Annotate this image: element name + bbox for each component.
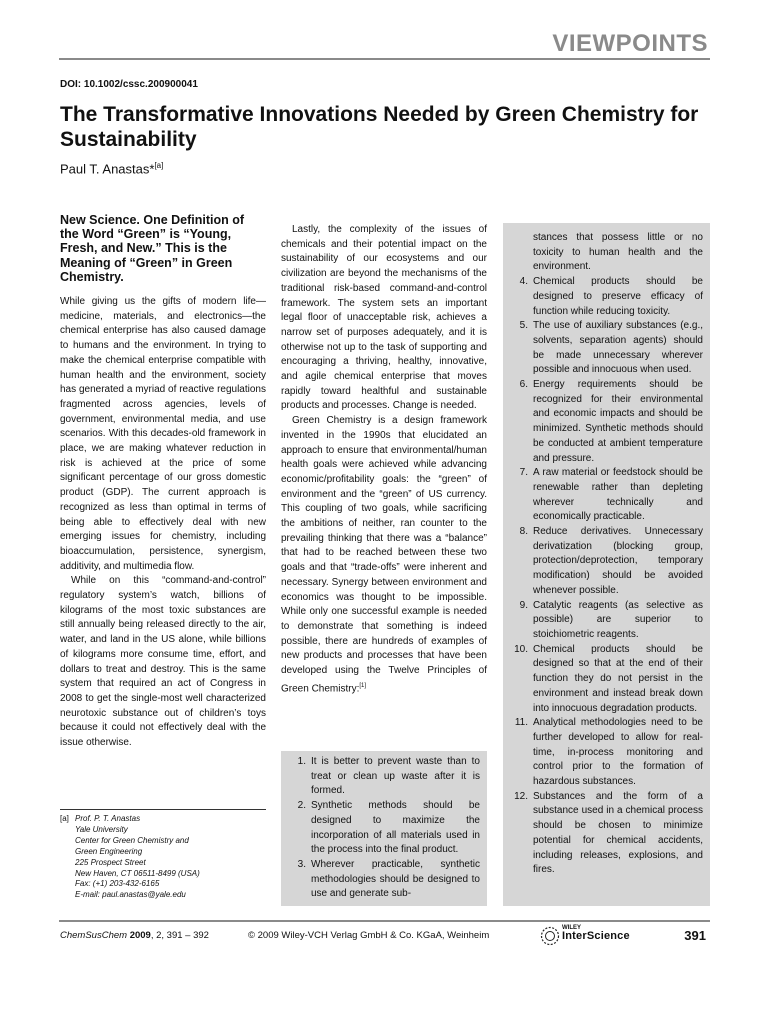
list-number: 3. [297, 858, 306, 870]
doi[interactable]: DOI: 10.1002/cssc.200900041 [60, 79, 198, 90]
list-text: Analytical methodologies need to be further developed to allow for real-time, in-process monitoring and control prior to the formation of hazardous substances. [533, 717, 703, 788]
list-number: 4. [519, 276, 528, 288]
list-text: Wherever practicable, synthetic methodologies should be designed to use and generate sub- [311, 858, 480, 900]
paragraph: While on this “command-and-control” regulatory system’s watch, billions of kilograms of the most toxic substances are still annually being released directly to the air, water, and land in the US alone, while billions of kilograms more consume time, effort, and dollars to treat and destroy. This is the same system that required an act of Congress in 2008 to get the single-most well characterized neurotoxic substance out of children’s toys because it could not effectively deal with the issue otherwise. [60, 575, 266, 749]
list-text: Chemical products should be designed to preserve efficacy of function while reducing toxicity. [533, 276, 703, 317]
section-heading: New Science. One Definition of the Word “Green” is “Young, Fresh, and New.” This is the Meaning of “Green” in Green Chemistry. [60, 213, 245, 284]
list-number: 2. [297, 800, 306, 812]
list-number: 10. [514, 643, 528, 655]
affiliation-footnote [60, 814, 266, 901]
list-number: 5. [519, 320, 528, 332]
journal-citation: ChemSusChem 2009, 2, 391 – 392 [60, 930, 209, 941]
page-number: 391 [684, 928, 706, 943]
top-divider [59, 58, 710, 60]
column-2 [281, 223, 487, 697]
footnote-line: Green Engineering [75, 846, 143, 856]
list-item [507, 716, 703, 790]
list-item [507, 319, 703, 378]
journal-volume: 2, 391 – 392 [156, 930, 209, 941]
list-item [507, 525, 703, 599]
list-number: 11. [514, 717, 528, 729]
list-item [507, 643, 703, 717]
column-1 [60, 295, 266, 751]
footnote-line: Fax: (+1) 203-432-6165 [75, 879, 160, 889]
list-item [507, 599, 703, 643]
footnote-line: Center for Green Chemistry and [75, 835, 189, 845]
footnote-line: Prof. P. T. Anastas [75, 814, 141, 823]
footnote-divider [60, 809, 266, 810]
list-text: The use of auxiliary substances (e.g., solvents, separation agents) should be made unnecessary wherever possible and innocuous when used. [533, 320, 703, 376]
journal-year: 2009 [129, 930, 151, 941]
list-number: 9. [519, 599, 528, 611]
list-item [507, 275, 703, 319]
list-text: Energy requirements should be recognized for their environmental and economic impacts and should be minimized. Synthetic methods should be conducted at ambient temperature and pressure. [533, 379, 703, 464]
footnote-line: New Haven, CT 06511-8499 (USA) [75, 868, 200, 878]
list-number: 8. [519, 526, 528, 538]
paragraph: Lastly, the complexity of the issues of chemicals and their potential impact on the sustainability of our ecosystems and our civilization are beyond the mechanisms of the traditional risk-based command-and-control framework. The system sets an important legal floor of unacceptable risk, achieves a narrow set of purposes adequately, and it is otherwise not up to the task of supporting and encouraging a thriving, healthy, innovative, and agile chemical enterprise that moves rapidly toward healthful and sustainable products and processes. Change is needed. [281, 224, 487, 412]
list-item [285, 858, 480, 902]
list-number: 7. [519, 467, 528, 479]
principles-box-1 [281, 751, 487, 906]
list-text: Substances and the form of a substance used in a chemical process should be chosen to minimize potential for chemical accidents, including releases, explosions, and fires. [533, 790, 703, 876]
list-item [507, 790, 703, 878]
paragraph [281, 414, 487, 697]
copyright: © 2009 Wiley-VCH Verlag GmbH & Co. KGaA, Weinheim [248, 930, 490, 941]
list-item [507, 466, 703, 525]
section-label: VIEWPOINTS [552, 30, 708, 57]
list-number: 1. [297, 756, 306, 767]
affiliation-lines [75, 814, 266, 901]
list-text: Chemical products should be designed so that at the end of their function they do not persist in the environment and instead break down into innocuous degradation products. [533, 643, 703, 714]
author [60, 161, 163, 176]
list-item [285, 755, 480, 799]
footnote-email[interactable]: E-mail: paul.anastas@yale.edu [75, 890, 186, 900]
author-affiliation-mark[interactable]: [a] [154, 161, 164, 170]
list-text: Catalytic reagents (as selective as possible) are superior to stoichiometric reagents. [533, 599, 703, 640]
globe-icon [540, 926, 560, 946]
author-name: Paul T. Anastas* [60, 161, 155, 177]
list-text: Reduce derivatives. Unnecessary derivatization (blocking group, protection/deprotection, temporary modification) should be avoided whenever possible. [533, 526, 703, 596]
paragraph-text: Green Chemistry is a design framework invented in the 1990s that elucidated an approach to ensure that environmental/human health goals were achieved while advancing economic/profitability goals: the “green” of environment and the “green” of US currency. This coupling of two goals, while sacrificing the ambitions of neither, ran counter to the prevailing thinking that there was a “balance” that had to be reached between these two goals and that “trade-offs” were inherent and necessary. Synergy between environment and economics was thought to be impossible. While only one successful example is needed to demonstrate that something is indeed possible, there are hundreds of examples of new products and processes that have been developed using the Twelve Principles of Green Chemistry: [281, 415, 487, 695]
journal-name: ChemSusChem [60, 930, 128, 941]
reference-link[interactable]: [1] [359, 682, 367, 689]
paragraph: While giving us the gifts of modern life—medicine, materials, and electronics—the chemical enterprise has also caused damage to humans and the environment. In trying to make the chemical enterprise compatible with human health and the environment, society has generated a myriad of reactive regulations fragmented across agencies, levels of government, environmental media, and use scenarios. With this decades-old framework in place, we are making whatever reduction in risk is achieved at the price of some significant percentage of our gross domestic product (GDP). The current approach is recognized as less than optimal in terms of being able to effectively deal with new emerging issues for chemistry, including bioaccumulation, persistence, synergism, additivity, and multimedia flow. [60, 296, 266, 572]
principles-box-2 [503, 223, 710, 906]
footnote-mark: [a] [60, 814, 69, 823]
list-number: 12. [514, 790, 528, 802]
footnote-line: Yale University [75, 824, 128, 834]
article-title: The Transformative Innovations Needed by Green Chemistry for Sustainability [60, 103, 699, 151]
list-item [285, 799, 480, 858]
list-number: 6. [519, 379, 528, 391]
logo-interscience-text: InterScience [562, 930, 630, 942]
list-text: It is better to prevent waste than to treat or clean up waste after it is formed. [311, 756, 480, 797]
footnote-line: 225 Prospect Street [75, 857, 146, 867]
logo-wiley-text: WILEY [562, 925, 581, 931]
list-item [507, 378, 703, 466]
bottom-divider [59, 920, 710, 922]
list-text: A raw material or feedstock should be renewable rather than depleting wherever technically and economically practicable. [533, 467, 703, 523]
list-text: Synthetic methods should be designed to maximize the incorporation of all materials used in the process into the final product. [311, 800, 480, 856]
list-continuation: stances that possess little or no toxicity to human health and the environment. [533, 232, 703, 273]
publisher-logo [540, 925, 650, 947]
